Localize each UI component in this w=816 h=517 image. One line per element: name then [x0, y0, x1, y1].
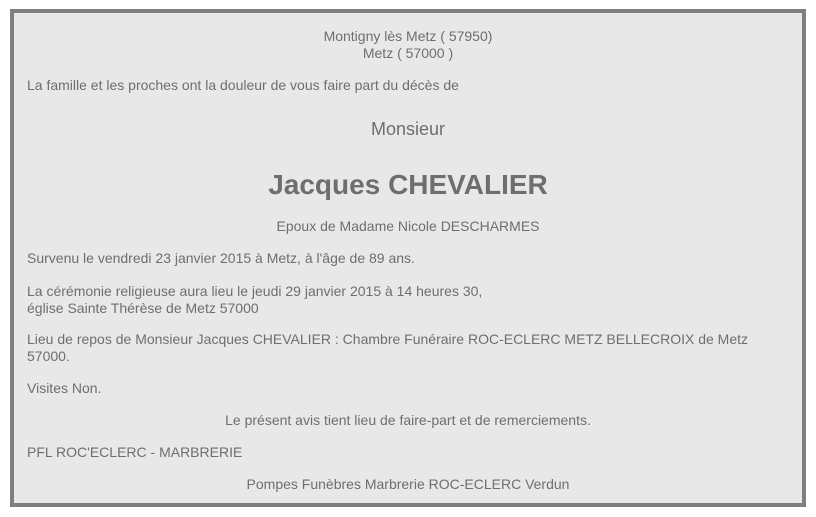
rest-place-line-1: Lieu de repos de Monsieur Jacques CHEVALIER : Chambre Funéraire ROC-ECLERC METZ BELLECROIX de Metz [27, 331, 749, 347]
spouse-line: Epoux de Madame Nicole DESCHARMES [276, 218, 540, 234]
death-details: Survenu le vendredi 23 janvier 2015 à Metz, à l'âge de 89 ans. [27, 250, 415, 266]
ceremony-line-2: église Sainte Thérèse de Metz 57000 [27, 300, 259, 316]
location-line-2: Metz ( 57000 ) [362, 45, 454, 61]
deceased-name: Jacques CHEVALIER [268, 169, 548, 200]
ceremony-line-1: La cérémonie religieuse aura lieu le jeudi 29 janvier 2015 à 14 heures 30, [27, 283, 483, 299]
funeral-home-line: Pompes Funèbres Marbrerie ROC-ECLERC Verdun [246, 476, 570, 492]
visits-line: Visites Non. [27, 380, 102, 396]
intro-text: La famille et les proches ont la douleur de vous faire part du décès de [27, 77, 459, 93]
thanks-line: Le présent avis tient lieu de faire-part et de remerciements. [225, 412, 591, 428]
civility: Monsieur [370, 119, 446, 139]
rest-place-line-2: 57000. [27, 348, 70, 364]
location-line-1: Montigny lès Metz ( 57950) [323, 28, 493, 44]
pfl-line: PFL ROC'ECLERC - MARBRERIE [27, 444, 243, 460]
death-notice [10, 9, 806, 507]
